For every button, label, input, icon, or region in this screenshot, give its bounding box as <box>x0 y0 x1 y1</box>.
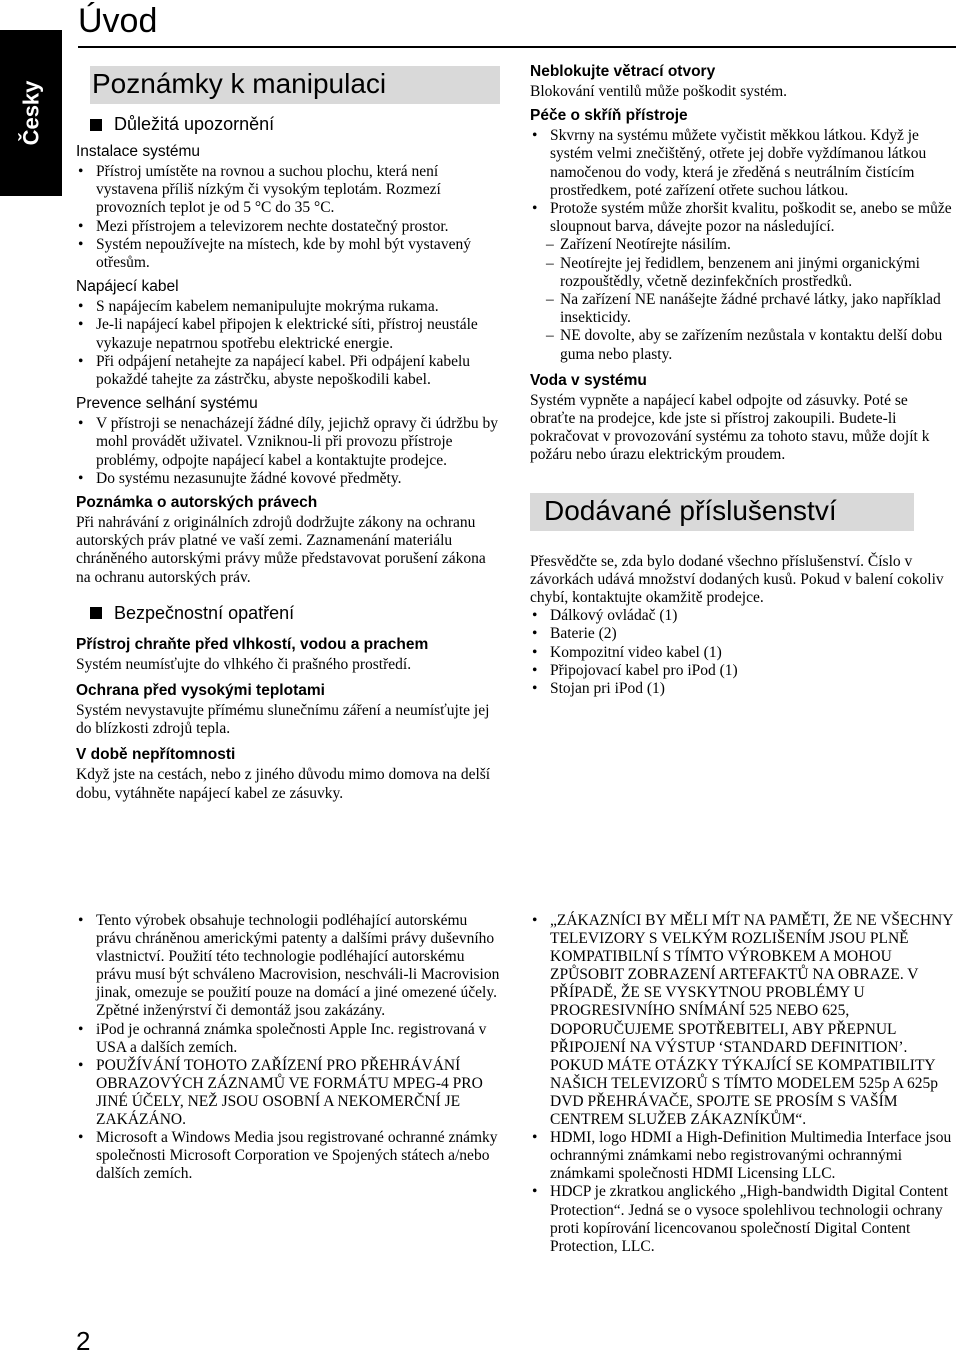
power-cord-heading: Napájecí kabel <box>76 278 179 296</box>
list-item: • Skvrny na systému můžete vyčistit měkkou látkou. Když je systém velmi znečištěný, otřete jej dobře vyždímanou látkou namočenou do vody, která je zředěná s neutrálním čistícím prostředkem, poté zařízení otřete suchou látkou. <box>530 127 956 200</box>
power-cord-list <box>76 298 502 389</box>
list-item: • Systém nepoužívejte na místech, kde by mohl být vystavený otřesům. <box>76 236 502 272</box>
safety-heading-text: Bezpečnostní opatření <box>114 602 295 623</box>
list-item: • V přístroji se nenacházejí žádné díly, jejichž opravy či údržbu by mohl provádět uživatel. Vzniknou-li při provozu přístroje problémy, odpojte napájecí kabel a kontaktujte prodejce. <box>76 415 502 470</box>
page-title: Úvod <box>78 2 158 40</box>
accessories-intro: Přesvědčte se, zda bylo dodané všechno příslušenství. Číslo v závorkách udává množství dodaných kusů. Pokud v balení cokoliv chybí, kontaktujte okamžitě prodejce. <box>530 552 944 607</box>
footnote-item: • iPod je ochranná známka společnosti Apple Inc. registrovaná v USA a dalších zemích. <box>76 1021 502 1057</box>
absence-text: Když jste na cestách, nebo z jiného důvodu mimo domova na delší dobu, vytáhněte napájecí kabel ze zásuvky. <box>76 766 491 802</box>
handling-notes-heading: Poznámky k manipulaci <box>90 66 500 104</box>
footnote-item: • POUŽÍVÁNÍ TOHOTO ZAŘÍZENÍ PRO PŘEHRÁVÁNÍ OBRAZOVÝCH ZÁZNAMŮ VE FORMÁTU MPEG-4 PRO JINÉ ÚČELY, NEŽ JSOU OSOBNÍ A NEKOMERČNÍ JE ZAKÁZÁNO. <box>76 1057 502 1129</box>
language-tab <box>0 30 62 196</box>
footnotes-right-list <box>530 912 956 1256</box>
safety-heading <box>90 603 502 624</box>
list-item: • Připojovací kabel pro iPod (1) <box>530 662 956 680</box>
title-rule <box>78 46 956 48</box>
accessories-heading: Dodávané příslušenství <box>530 493 914 531</box>
footnote-item: • HDCP je zkratkou anglického „High-bandwidth Digital Content Protection“. Jedná se o vysoce spolehlivou technologii ochrany proti kopírování licencovanou společností Digital Content Protection, LLC. <box>530 1183 956 1255</box>
list-item: • Mezi přístrojem a televizorem nechte dostatečný prostor. <box>76 218 502 236</box>
copyright-heading: Poznámka o autorských právech <box>76 494 318 512</box>
water-text: Systém vypněte a napájecí kabel odpojte od zásuvky. Poté se obraťte na prodejce, kde jste si přístroj zakoupili. Budete-li pokračovat v provozování systému za tohoto stavu, může dojít k požáru nebo úrazu elektrickým proudem. <box>530 391 930 464</box>
accessories-list <box>530 607 956 698</box>
square-bullet-icon <box>90 119 102 131</box>
important-notes-heading <box>90 114 502 135</box>
footnote-item: • Microsoft a Windows Media jsou registrované ochranné známky společnosti Microsoft Corporation ve Spojených státech a/nebo dalších zemích. <box>76 1129 502 1183</box>
footnote-item: • HDMI, logo HDMI a High-Definition Multimedia Interface jsou ochrannými známkami nebo registrovanými ochrannými známkami společnosti HDMI Licensing LLC. <box>530 1129 956 1183</box>
list-item: • Přístroj umístěte na rovnou a suchou plochu, která není vystavena příliš nízkým či vysokým teplotám. Rozmezí provozních teplot je od 5 °C do 35 °C. <box>76 163 502 218</box>
list-item: • Baterie (2) <box>530 625 956 643</box>
left-column <box>76 66 502 803</box>
list-item: • Při odpájení netahejte za napájecí kabel. Při odpájení kabelu pokaždé tahejte za zástrčku, abyste nepoškodili kabel. <box>76 353 502 389</box>
footnotes-left-list <box>76 912 502 1183</box>
vents-text: Blokování ventilů může poškodit systém. <box>530 83 788 100</box>
absence-heading: V době nepřítomnosti <box>76 746 236 764</box>
heat-heading: Ochrana před vysokými teplotami <box>76 682 325 700</box>
moisture-text: Systém neumísťujte do vlhkého či prašného prostředí. <box>76 655 412 673</box>
right-column <box>530 63 956 698</box>
cabinet-heading: Péče o skříň přístroje <box>530 107 688 125</box>
prevention-heading: Prevence selhání systému <box>76 395 258 413</box>
important-notes-heading-text: Důležitá upozornění <box>114 114 275 134</box>
dash-item: – NE dovolte, aby se zařízením nezůstala v kontaktu delší dobu guma nebo plasty. <box>530 327 956 363</box>
list-item: • Do systému nezasunujte žádné kovové předměty. <box>76 470 502 488</box>
list-item: • Protože systém může zhoršit kvalitu, poškodit se, anebo se může sloupnout barva, dávejte pozor na následující. <box>530 200 956 236</box>
dash-item: – Na zařízení NE nanášejte žádné prchavé látky, jako například insekticidy. <box>530 291 956 327</box>
copyright-text: Při nahrávání z originálních zdrojů dodržujte zákony na ochranu autorských práv platné ve vaší zemi. Zaznamenání materiálu chráněného autorskými právy může představovat porušení zákona na ochranu autorských práv. <box>76 514 486 586</box>
language-tab-label: Česky <box>18 80 43 146</box>
vents-heading: Neblokujte větrací otvory <box>530 63 716 80</box>
water-heading: Voda v systému <box>530 371 647 389</box>
dash-item: – Neotírejte jej ředidlem, benzenem ani jinými organickými rozpouštědly, včetně dezinfekčních prostředků. <box>530 255 956 291</box>
cabinet-list <box>530 127 956 364</box>
footnotes-right <box>530 912 956 1256</box>
prevention-list <box>76 415 502 488</box>
footnote-item: • „ZÁKAZNÍCI BY MĚLI MÍT NA PAMĚTI, ŽE NE VŠECHNY TELEVIZORY S VELKÝM ROZLIŠENÍM JSOU PLNĚ KOMPATIBILNÍ S TÍMTO VÝROBKEM A MOHOU ZPŮSOBIT ZOBRAZENÍ ARTEFAKTŮ NA OBRAZE. V PŘÍPADĚ, ŽE SE VYSKYTNOU PROBLÉMY U PROGRESIVNÍHO SNÍMÁNÍ 525 NEBO 625, DOPORUČUJEME SPOTŘEBITELI, ABY PŘEPNUL PŘIPOJENÍ NA VÝSTUP ‘STANDARD DEFINITION’. POKUD MÁTE OTÁZKY TÝKAJÍCÍ SE KOMPATIBILITY NAŠICH TELEVIZORŮ S TÍMTO MODELEM 525p A 625p DVD PŘEHRÁVAČE, SPOJTE SE PROSÍM S VAŠÍM CENTREM SLUŽEB ZÁKAZNÍKŮM“. <box>530 912 956 1129</box>
list-item: • S napájecím kabelem nemanipulujte mokrýma rukama. <box>76 298 502 316</box>
list-item: • Je-li napájecí kabel připojen k elektrické síti, přístroj neustále vykazuje nepatrnou spotřebu elektrické energie. <box>76 316 502 352</box>
dash-item: – Zařízení Neotírejte násilím. <box>530 236 956 254</box>
list-item: • Dálkový ovládač (1) <box>530 607 956 625</box>
installation-heading: Instalace systému <box>76 143 201 160</box>
list-item: • Stojan pri iPod (1) <box>530 680 956 698</box>
footnotes-left <box>76 912 502 1183</box>
heat-text: Systém nevystavujte přímému slunečnímu záření a neumísťujte jej do blízkosti zdrojů tepla. <box>76 702 490 738</box>
square-bullet-icon <box>90 607 102 619</box>
footnote-item: • Tento výrobek obsahuje technologii podléhající autorskému právu chráněnou americkými patenty a dalšími právy duševního vlastnictví. Použití této technologie podléhající autorskému právu musí být schváleno Macrovision, neschváli-li Macrovision jinak, omezuje se použití pouze na domácí a jiné omezené účely. Zpětné inženýrství či demontáž jsou zakázány. <box>76 912 502 1021</box>
installation-list <box>76 163 502 272</box>
moisture-heading: Přístroj chraňte před vlhkostí, vodou a prachem <box>76 635 429 653</box>
page-number: 2 <box>76 1326 91 1356</box>
list-item: • Kompozitní video kabel (1) <box>530 644 956 662</box>
